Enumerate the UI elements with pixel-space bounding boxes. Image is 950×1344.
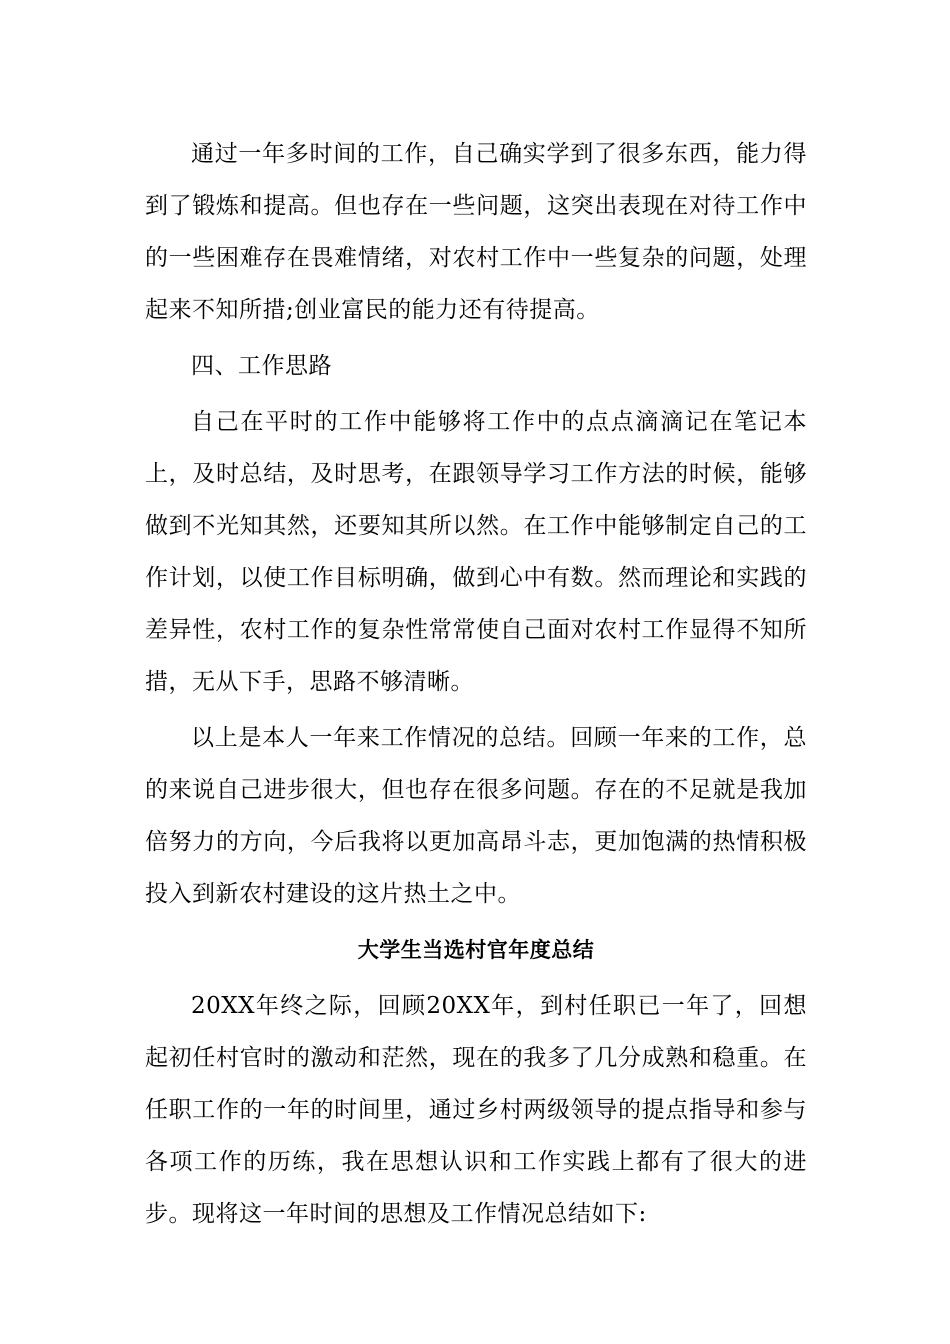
paragraph-conclusion: 以上是本人一年来工作情况的总结。回顾一年来的工作，总的来说自己进步很大，但也存在很多问题。存在的不足就是我加倍努力的方向，今后我将以更加高昂斗志，更加饱满的热情积极投入到新农村建设的这片热土之中。 bbox=[145, 725, 807, 907]
document-title: 大学生当选村官年度总结 bbox=[357, 938, 595, 962]
paragraph-introduction: 20XX年终之际，回顾20XX年，到村任职已一年了，回想起初任村官时的激动和茫然，现在的我多了几分成熟和稳重。在任职工作的一年的时间里，通过乡村两级领导的提点指导和参与各项工作的历练，我在思想认识和工作实践上都有了很大的进步。现将这一年时间的思想及工作情况总结如下: bbox=[145, 993, 807, 1227]
paragraph-work-approach: 自己在平时的工作中能够将工作中的点点滴滴记在笔记本上，及时总结，及时思考，在跟领导学习工作方法的时候，能够做到不光知其然，还要知其所以然。在工作中能够制定自己的工作计划，以使工作目标明确，做到心中有数。然而理论和实践的差异性，农村工作的复杂性常常使自己面对农村工作显得不知所措，无从下手，思路不够清晰。 bbox=[145, 409, 807, 695]
section-heading-work-approach: 四、工作思路 bbox=[191, 353, 332, 379]
paragraph-work-reflection: 通过一年多时间的工作，自己确实学到了很多东西，能力得到了锻炼和提高。但也存在一些问题，这突出表现在对待工作中的一些困难存在畏难情绪，对农村工作中一些复杂的问题，处理起来不知所措;创业富民的能力还有待提高。 bbox=[145, 141, 807, 323]
document-page bbox=[145, 128, 807, 1240]
